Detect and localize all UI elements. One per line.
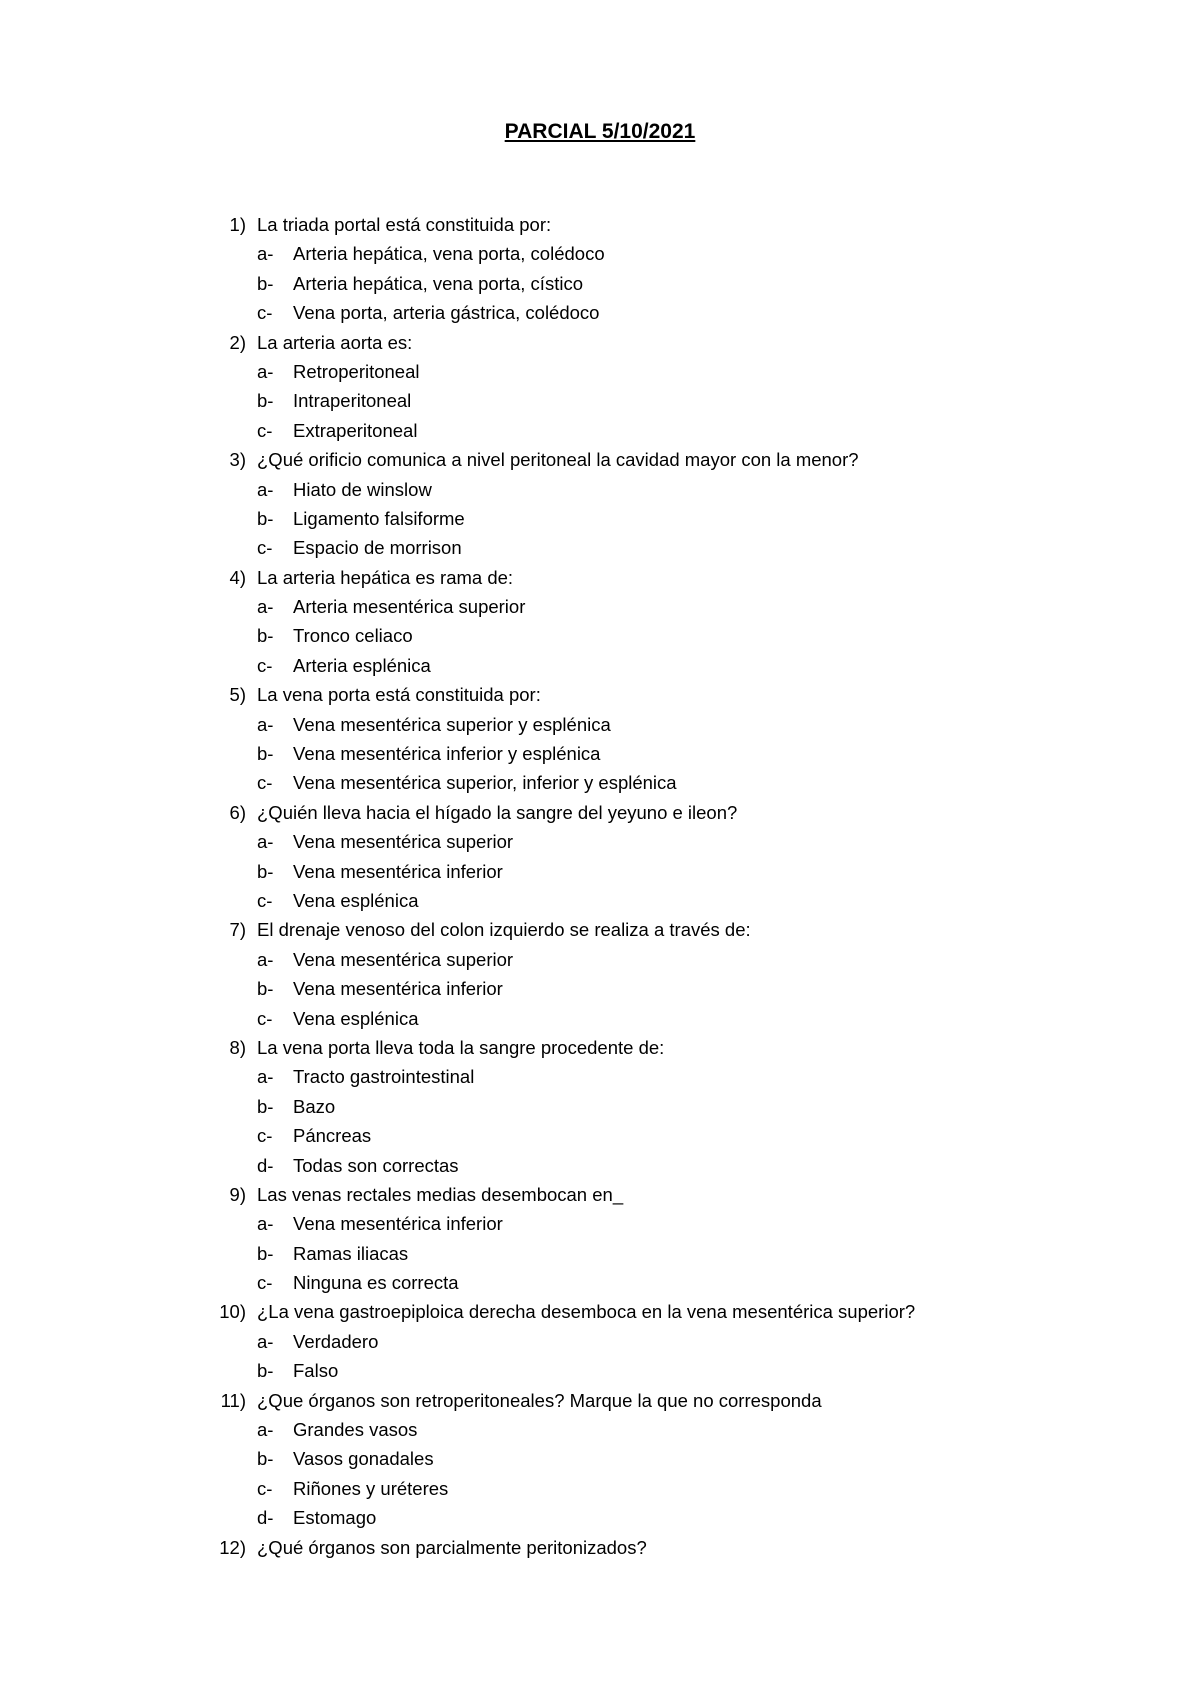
option-11-b xyxy=(208,1444,1148,1473)
option-text: Vena mesentérica superior xyxy=(293,831,514,853)
option-letter: c- xyxy=(257,654,273,676)
question-text: ¿Quién lleva hacia el hígado la sangre del yeyuno e ileon? xyxy=(257,801,738,823)
option-5-b xyxy=(208,739,1148,768)
option-letter: a- xyxy=(257,948,274,970)
question-3 xyxy=(208,445,1148,474)
option-7-a xyxy=(208,945,1148,974)
question-number: 1) xyxy=(229,214,246,235)
option-5-a xyxy=(208,710,1148,739)
option-text: Vena mesentérica inferior xyxy=(293,1213,503,1235)
option-letter: a- xyxy=(257,1066,274,1088)
question-text: La triada portal está constituida por: xyxy=(257,214,552,235)
option-8-c xyxy=(208,1121,1148,1150)
option-letter: c- xyxy=(257,537,273,559)
option-text: Vena porta, arteria gástrica, colédoco xyxy=(293,302,600,324)
option-letter: a- xyxy=(257,1330,274,1352)
question-10 xyxy=(208,1297,1148,1326)
option-letter: b- xyxy=(257,507,274,529)
question-text: ¿Que órganos son retroperitoneales? Marque la que no corresponda xyxy=(257,1389,822,1411)
question-number: 4) xyxy=(229,566,246,588)
question-text: La arteria aorta es: xyxy=(257,331,413,353)
option-letter: c- xyxy=(257,302,273,324)
question-number: 3) xyxy=(229,449,246,471)
option-3-a xyxy=(208,475,1148,504)
option-2-b xyxy=(208,386,1148,415)
option-letter: a- xyxy=(257,478,274,500)
option-letter: c- xyxy=(257,1007,273,1029)
option-letter: d- xyxy=(257,1507,274,1529)
option-8-a xyxy=(208,1062,1148,1091)
question-11 xyxy=(208,1386,1148,1415)
option-6-a xyxy=(208,827,1148,856)
option-letter: a- xyxy=(257,596,274,618)
option-9-b xyxy=(208,1239,1148,1268)
option-letter: b- xyxy=(257,1448,274,1470)
option-text: Espacio de morrison xyxy=(293,537,462,559)
option-text: Vena mesentérica inferior y esplénica xyxy=(293,743,601,765)
option-6-c xyxy=(208,886,1148,915)
option-11-c xyxy=(208,1474,1148,1503)
option-text: Tracto gastrointestinal xyxy=(293,1066,475,1088)
option-text: Todas son correctas xyxy=(293,1154,459,1176)
option-letter: c- xyxy=(257,1477,273,1499)
question-number: 10) xyxy=(219,1301,246,1323)
option-9-c xyxy=(208,1268,1148,1297)
option-6-b xyxy=(208,857,1148,886)
question-12 xyxy=(208,1533,1148,1562)
option-letter: b- xyxy=(257,390,274,412)
option-8-b xyxy=(208,1092,1148,1121)
option-letter: b- xyxy=(257,1242,274,1264)
option-4-a xyxy=(208,592,1148,621)
option-text: Vena esplénica xyxy=(293,889,419,911)
option-letter: c- xyxy=(257,1125,273,1147)
option-letter: b- xyxy=(257,1360,274,1382)
option-text: Vena mesentérica inferior xyxy=(293,860,503,882)
option-letter: a- xyxy=(257,1213,274,1235)
option-letter: a- xyxy=(257,831,274,853)
option-10-a xyxy=(208,1327,1148,1356)
option-letter: b- xyxy=(257,860,274,882)
option-text: Riñones y uréteres xyxy=(293,1477,449,1499)
option-8-d xyxy=(208,1151,1148,1180)
question-9 xyxy=(208,1180,1148,1209)
option-9-a xyxy=(208,1209,1148,1238)
option-letter: a- xyxy=(257,1419,274,1441)
option-10-b xyxy=(208,1356,1148,1385)
option-3-c xyxy=(208,533,1148,562)
option-text: Ninguna es correcta xyxy=(293,1272,459,1294)
option-text: Tronco celiaco xyxy=(293,625,413,647)
option-text: Vena mesentérica superior, inferior y esplénica xyxy=(293,772,677,794)
question-number: 11) xyxy=(220,1389,246,1411)
page-title: PARCIAL 5/10/2021 xyxy=(504,120,696,143)
option-3-b xyxy=(208,504,1148,533)
option-7-b xyxy=(208,974,1148,1003)
question-text: El drenaje venoso del colon izquierdo se realiza a través de: xyxy=(257,919,751,941)
option-letter: c- xyxy=(257,1272,273,1294)
option-text: Intraperitoneal xyxy=(293,390,412,412)
question-number: 2) xyxy=(229,331,246,353)
question-number: 12) xyxy=(219,1536,246,1558)
option-text: Ligamento falsiforme xyxy=(293,507,465,529)
option-letter: c- xyxy=(257,889,273,911)
question-4 xyxy=(208,563,1148,592)
option-7-c xyxy=(208,1004,1148,1033)
question-number: 5) xyxy=(229,684,246,706)
option-text: Extraperitoneal xyxy=(293,419,418,441)
question-number: 7) xyxy=(229,919,246,941)
option-text: Vena esplénica xyxy=(293,1007,419,1029)
option-4-b xyxy=(208,621,1148,650)
option-letter: b- xyxy=(257,743,274,765)
question-6 xyxy=(208,798,1148,827)
option-text: Arteria hepática, vena porta, colédoco xyxy=(293,243,605,265)
option-letter: b- xyxy=(257,272,274,294)
question-text: La arteria hepática es rama de: xyxy=(257,566,514,588)
option-text: Vena mesentérica superior y esplénica xyxy=(293,713,611,735)
question-5 xyxy=(208,680,1148,709)
option-text: Hiato de winslow xyxy=(293,478,432,500)
option-2-a xyxy=(208,357,1148,386)
option-text: Estomago xyxy=(293,1507,377,1529)
option-letter: a- xyxy=(257,243,274,265)
question-text: La vena porta lleva toda la sangre procedente de: xyxy=(257,1036,665,1058)
option-letter: b- xyxy=(257,625,274,647)
question-number: 8) xyxy=(229,1036,246,1058)
option-letter: a- xyxy=(257,713,274,735)
option-11-d xyxy=(208,1503,1148,1532)
option-letter: a- xyxy=(257,360,274,382)
option-text: Vasos gonadales xyxy=(293,1448,434,1470)
option-letter: b- xyxy=(257,1095,274,1117)
option-2-c xyxy=(208,416,1148,445)
option-text: Vena mesentérica superior xyxy=(293,948,514,970)
option-text: Arteria esplénica xyxy=(293,654,431,676)
option-1-c xyxy=(208,298,1148,327)
option-text: Grandes vasos xyxy=(293,1419,418,1441)
option-text: Retroperitoneal xyxy=(293,360,420,382)
question-2 xyxy=(208,328,1148,357)
question-1 xyxy=(208,210,1148,239)
option-1-b xyxy=(208,269,1148,298)
option-text: Bazo xyxy=(293,1095,336,1117)
option-text: Falso xyxy=(293,1360,339,1382)
question-number: 6) xyxy=(229,801,246,823)
option-5-c xyxy=(208,768,1148,797)
question-7 xyxy=(208,915,1148,944)
question-number: 9) xyxy=(229,1183,246,1205)
option-text: Verdadero xyxy=(293,1330,379,1352)
option-1-a xyxy=(208,239,1148,268)
option-11-a xyxy=(208,1415,1148,1444)
question-text: ¿Qué órganos son parcialmente peritonizados? xyxy=(257,1536,647,1558)
option-letter: c- xyxy=(257,772,273,794)
question-text: ¿La vena gastroepiploica derecha desemboca en la vena mesentérica superior? xyxy=(257,1301,916,1323)
option-text: Vena mesentérica inferior xyxy=(293,978,503,1000)
question-8 xyxy=(208,1033,1148,1062)
option-letter: b- xyxy=(257,978,274,1000)
option-letter: c- xyxy=(257,419,273,441)
question-text: La vena porta está constituida por: xyxy=(257,684,541,706)
option-4-c xyxy=(208,651,1148,680)
question-text: Las venas rectales medias desembocan en_ xyxy=(257,1183,624,1205)
option-text: Arteria hepática, vena porta, cístico xyxy=(293,272,583,294)
option-text: Ramas iliacas xyxy=(293,1242,409,1264)
option-text: Arteria mesentérica superior xyxy=(293,596,526,618)
option-text: Páncreas xyxy=(293,1125,372,1147)
option-letter: d- xyxy=(257,1154,274,1176)
question-list xyxy=(208,210,1148,1562)
question-text: ¿Qué orificio comunica a nivel peritoneal la cavidad mayor con la menor? xyxy=(257,449,859,471)
